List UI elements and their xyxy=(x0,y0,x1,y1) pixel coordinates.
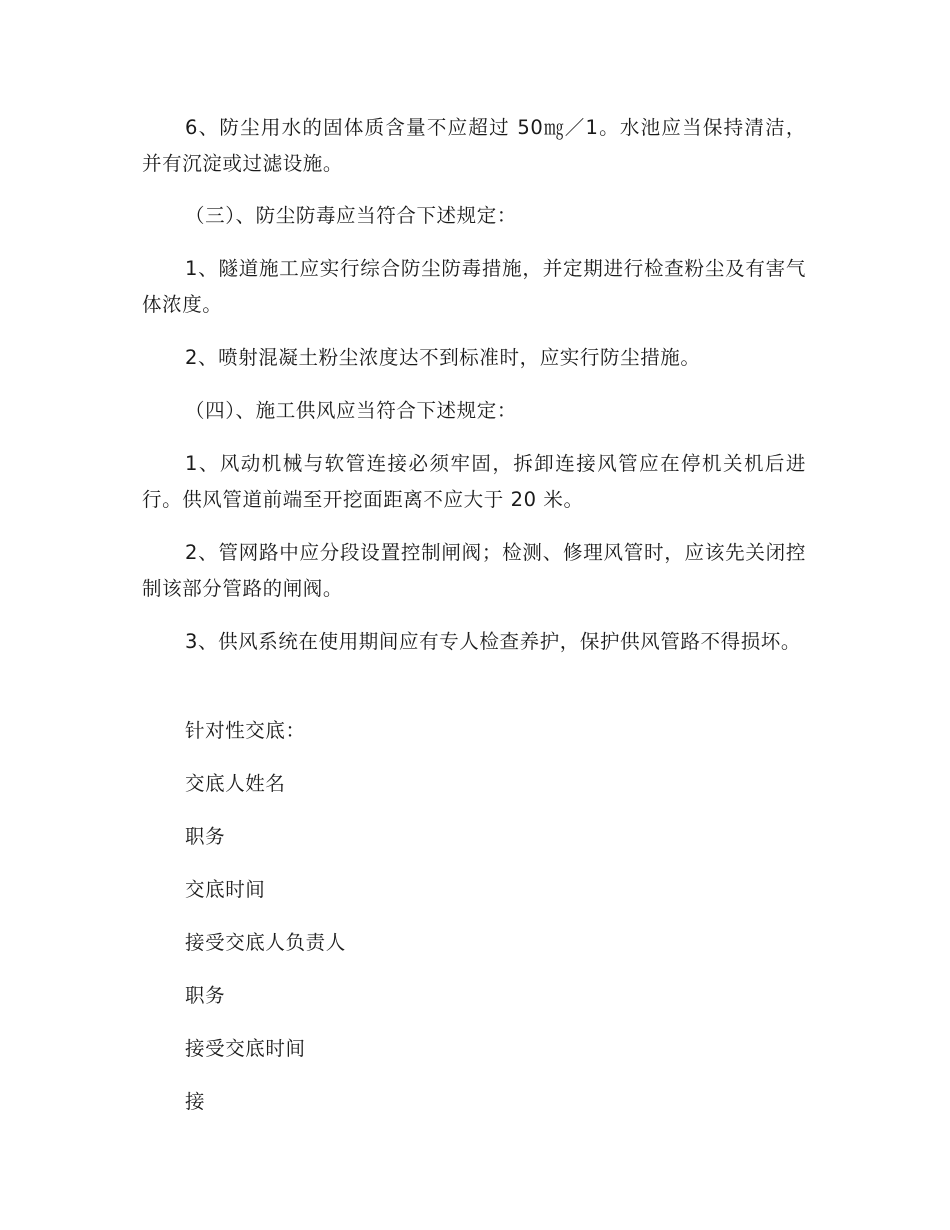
heading-section-four: （四）、施工供风应当符合下述规定： xyxy=(185,399,517,422)
label-targeted-briefing: 针对性交底： xyxy=(185,719,306,742)
label-truncated: 接 xyxy=(185,1090,206,1113)
paragraph-pneumatic: 1、风动机械与软管连接必须牢固，拆卸连接风管应在停机关机后进行。供风管道前端至开挖面距离不应大于 20 米。 xyxy=(142,452,806,511)
heading-section-three: （三）、防尘防毒应当符合下述规定： xyxy=(185,204,517,227)
label-recipient-leader: 接受交底人负责人 xyxy=(185,931,346,954)
label-briefer-name: 交底人姓名 xyxy=(185,772,286,795)
label-briefing-time: 交底时间 xyxy=(185,878,266,901)
label-receive-time: 接受交底时间 xyxy=(185,1037,306,1060)
paragraph-maintenance: 3、供风系统在使用期间应有专人检查养护，保护供风管路不得损坏。 xyxy=(185,630,802,653)
label-position: 职务 xyxy=(185,825,226,848)
paragraph-tunnel-dust: 1、隧道施工应实行综合防尘防毒措施，并定期进行检查粉尘及有害气体浓度。 xyxy=(142,257,806,316)
paragraph-shotcrete: 2、喷射混凝土粉尘浓度达不到标准时，应实行防尘措施。 xyxy=(185,346,701,369)
paragraph-dust-water: 6、防尘用水的固体质含量不应超过 50㎎／1。水池应当保持清洁，并有沉淀或过滤设施。 xyxy=(142,116,806,175)
paragraph-valves: 2、管网路中应分段设置控制闸阀；检测、修理风管时，应该先关闭控制该部分管路的闸阀。 xyxy=(142,541,806,600)
label-recipient-position: 职务 xyxy=(185,984,226,1007)
